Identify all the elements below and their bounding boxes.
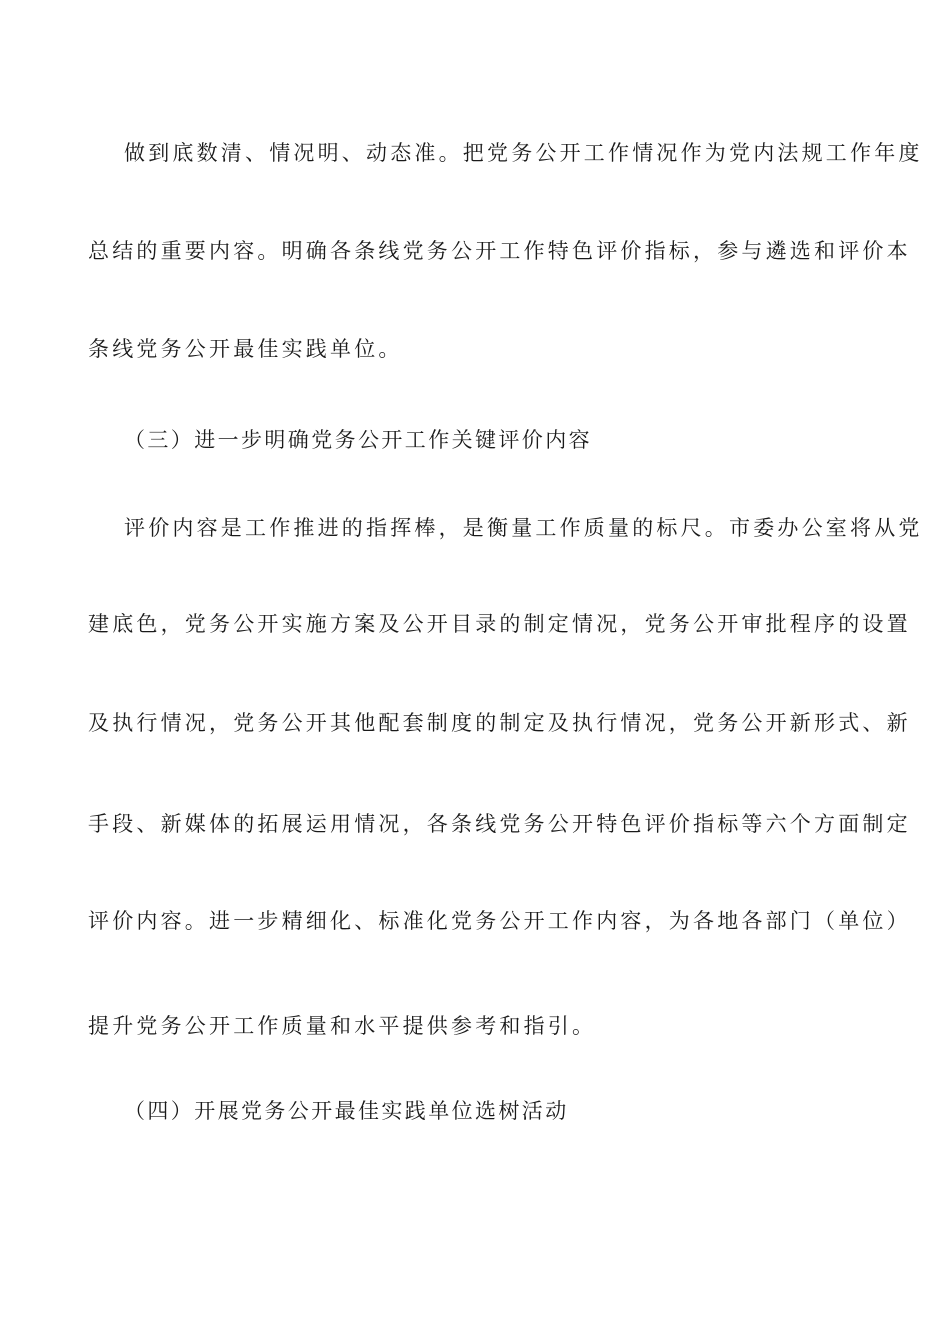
paragraph-line: 提升党务公开工作质量和水平提供参考和指引。: [88, 1014, 597, 1038]
paragraph-line: 做到底数清、情况明、动态准。把党务公开工作情况作为党内法规工作年度: [124, 141, 923, 165]
paragraph-line: 评价内容是工作推进的指挥棒，是衡量工作质量的标尺。市委办公室将从党: [124, 516, 923, 540]
section-heading: （四）开展党务公开最佳实践单位选树活动: [124, 1099, 569, 1123]
paragraph-line: 条线党务公开最佳实践单位。: [88, 337, 403, 361]
section-heading: （三）进一步明确党务公开工作关键评价内容: [124, 428, 592, 452]
paragraph-line: 建底色，党务公开实施方案及公开目录的制定情况，党务公开审批程序的设置: [88, 612, 911, 636]
paragraph-line: 总结的重要内容。明确各条线党务公开工作特色评价指标，参与遴选和评价本: [88, 239, 911, 263]
paragraph-line: 评价内容。进一步精细化、标准化党务公开工作内容，为各地各部门（单位）: [88, 909, 911, 933]
paragraph-line: 手段、新媒体的拓展运用情况，各条线党务公开特色评价指标等六个方面制定: [88, 812, 911, 836]
paragraph-line: 及执行情况，党务公开其他配套制度的制定及执行情况，党务公开新形式、新: [88, 711, 911, 735]
